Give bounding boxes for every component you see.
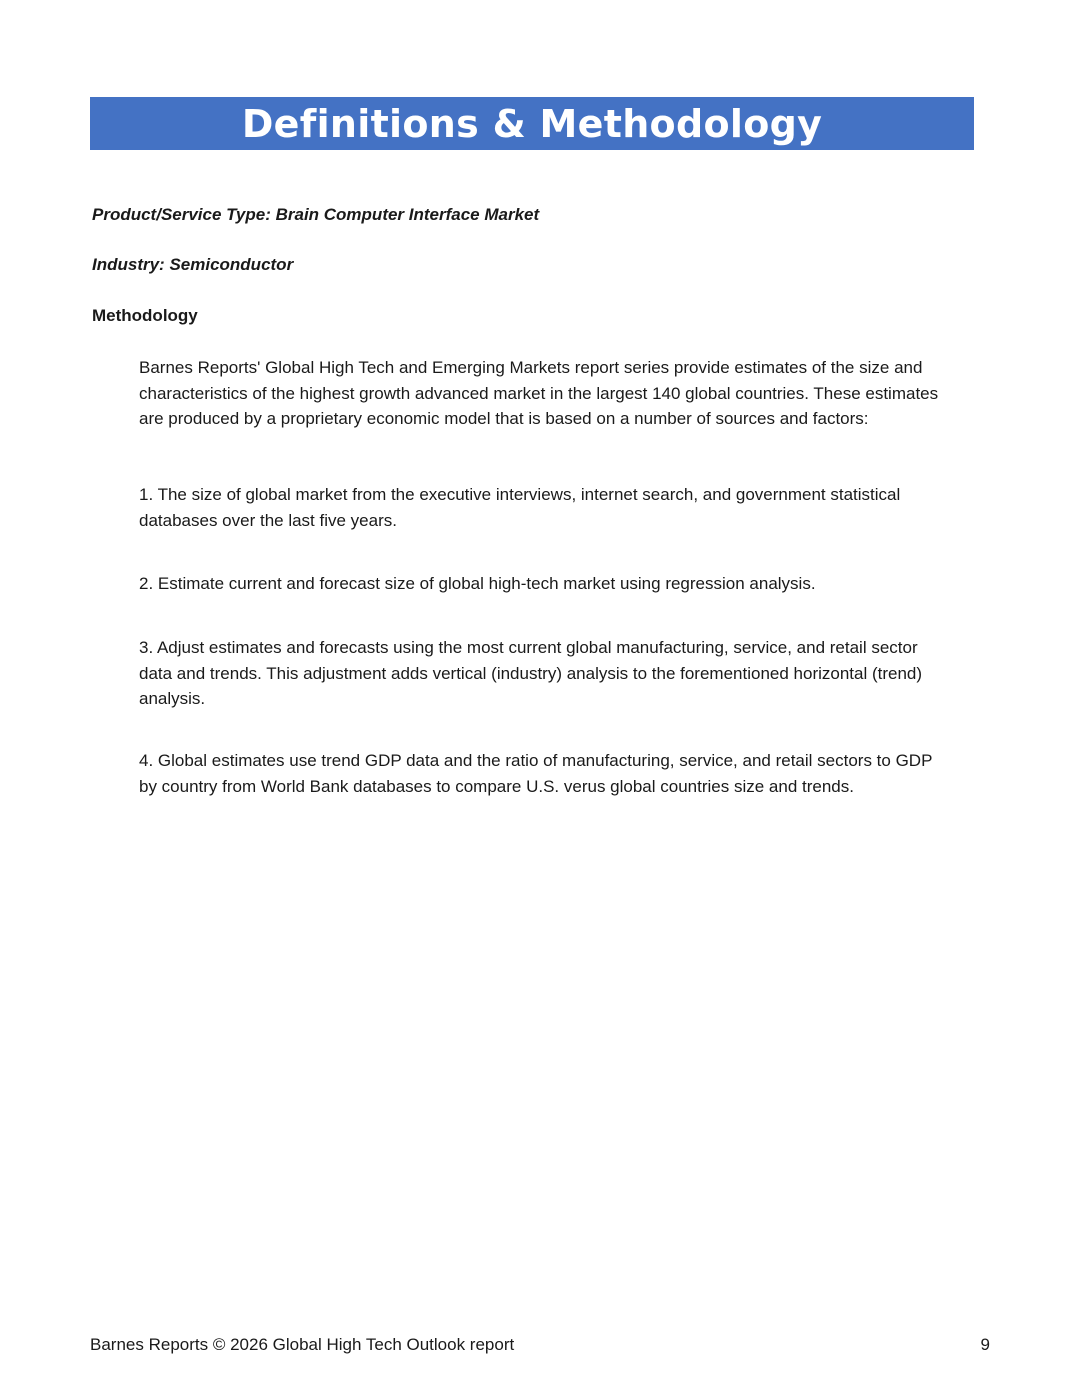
- methodology-heading: Methodology: [92, 306, 198, 325]
- methodology-item-4: 4. Global estimates use trend GDP data and the ratio of manufacturing, service, and retail sectors to GDP by country from World Bank databases to compare U.S. verus global countries size and trends.: [139, 751, 933, 796]
- methodology-item-1: 1. The size of global market from the executive interviews, internet search, and government statistical databases over the last five years.: [139, 485, 901, 530]
- product-type-label: Product/Service Type: Brain Computer Interface Market: [92, 205, 540, 224]
- industry-label: Industry: Semiconductor: [92, 255, 294, 274]
- methodology-item-3: 3. Adjust estimates and forecasts using the most current global manufacturing, service, and retail sector data and trends. This adjustment adds vertical (industry) analysis to the forementioned horizontal (trend) analysis.: [139, 638, 923, 708]
- title-banner: [90, 97, 974, 150]
- page-title: Definitions & Methodology: [241, 101, 823, 146]
- footer-copyright: Barnes Reports © 2026 Global High Tech Outlook report: [90, 1335, 515, 1354]
- methodology-intro: Barnes Reports' Global High Tech and Emerging Markets report series provide estimates of the size and characteristics of the highest growth advanced market in the largest 140 global countries. These estimates are produced by a proprietary economic model that is based on a number of sources and factors:: [139, 358, 939, 428]
- methodology-item-2: 2. Estimate current and forecast size of global high-tech market using regression analysis.: [139, 574, 816, 593]
- page-number: 9: [980, 1335, 990, 1354]
